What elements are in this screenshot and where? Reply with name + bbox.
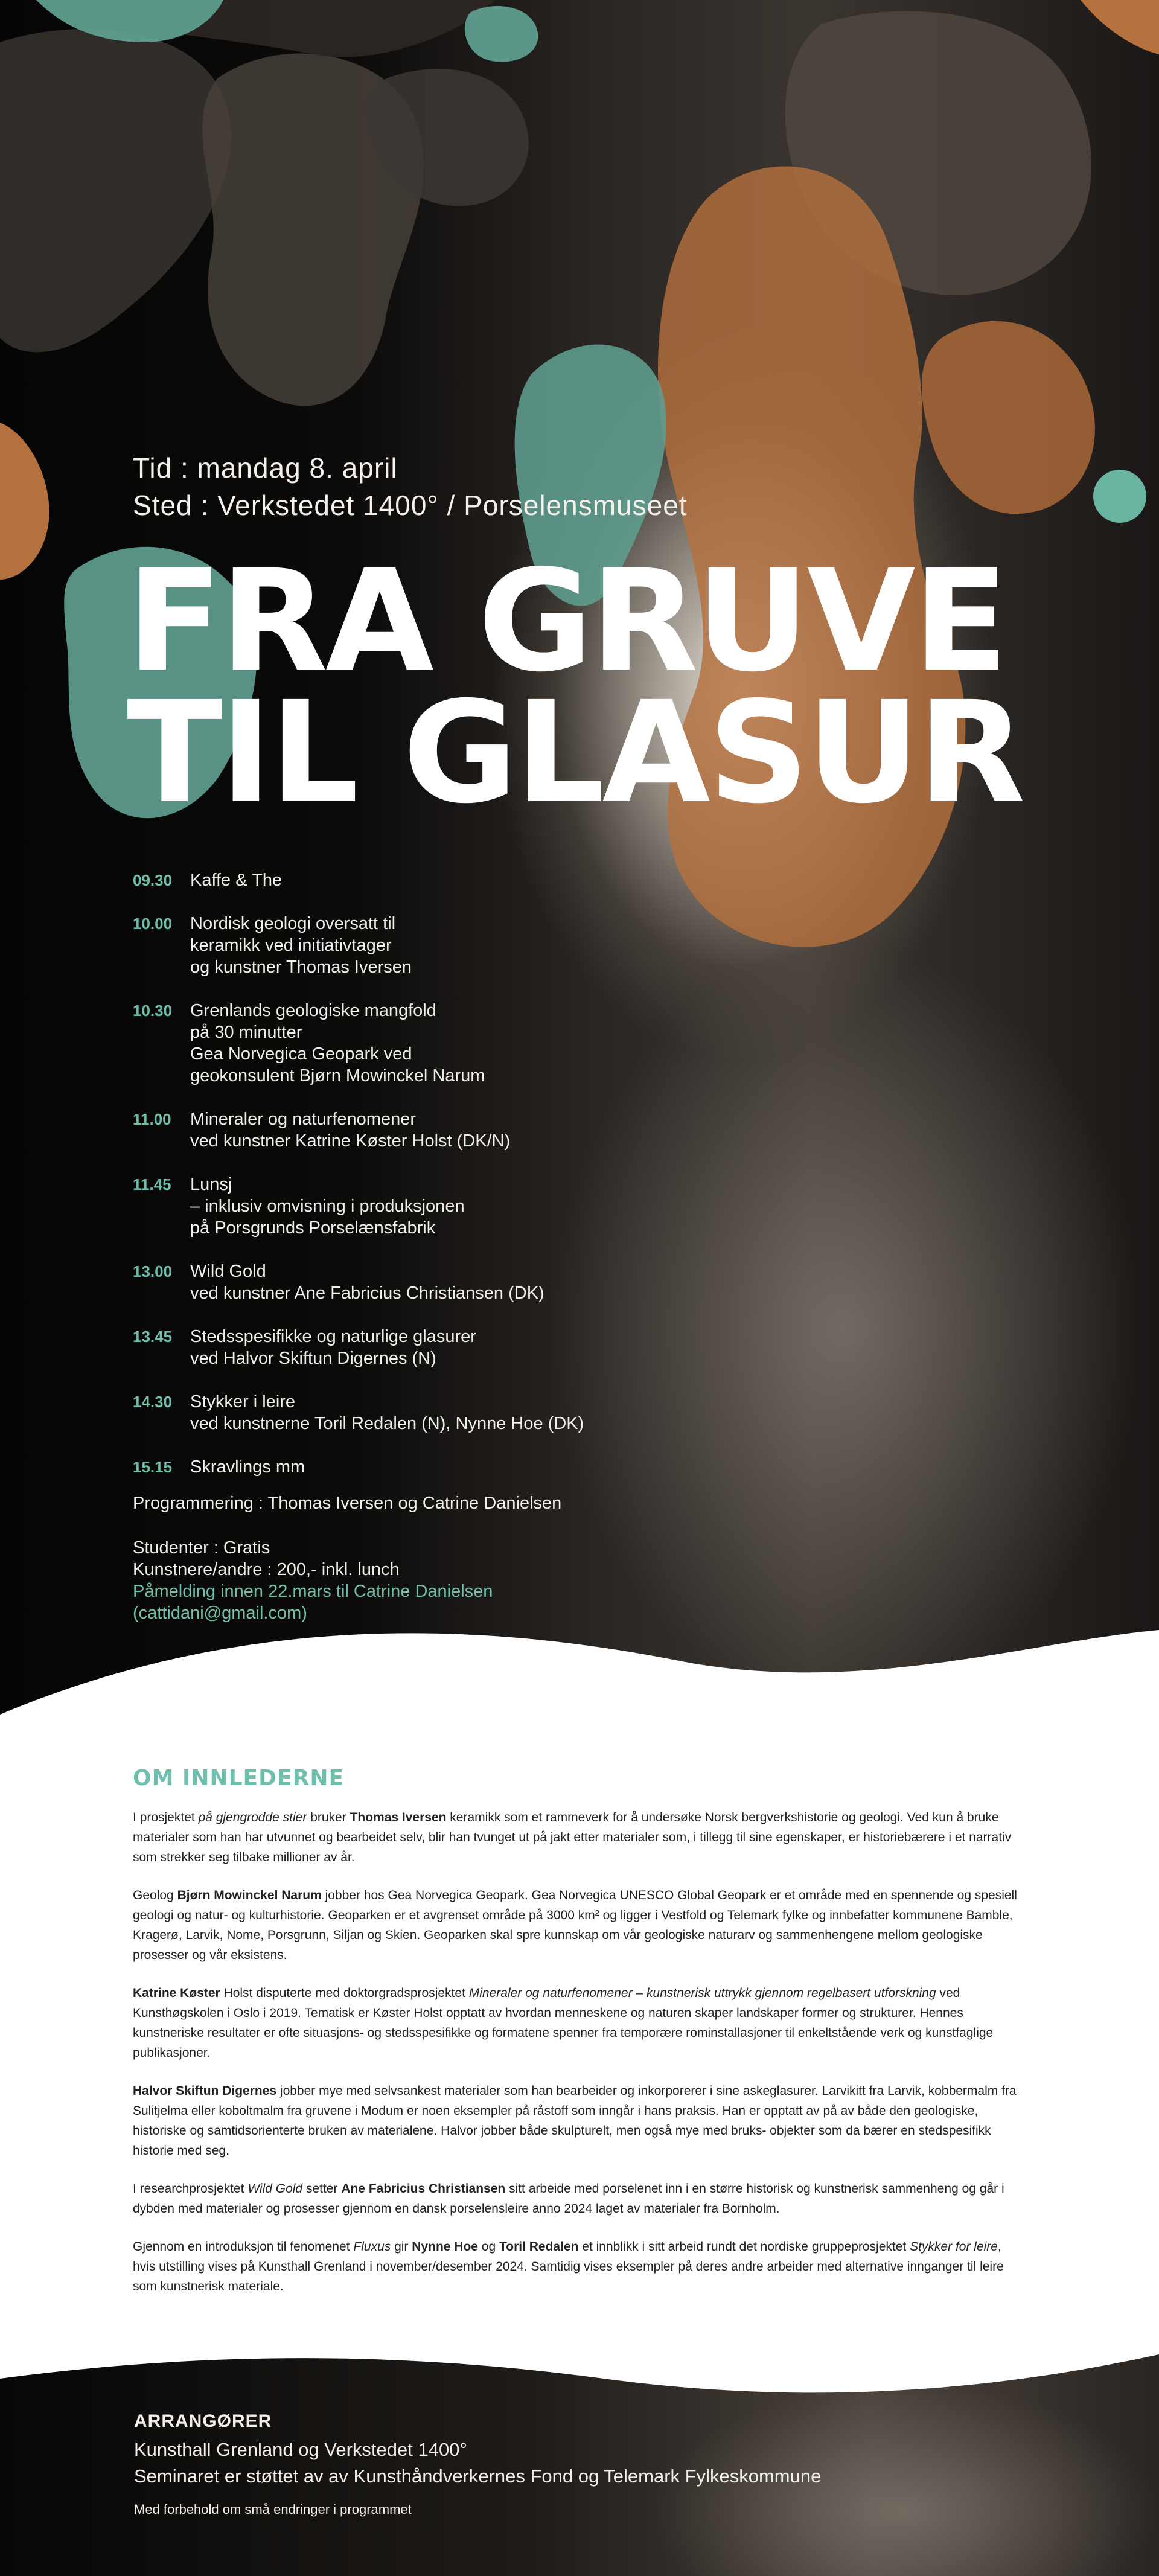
speaker-paragraph-christiansen (133, 2179, 1026, 2219)
speakers-heading: OM INNLEDERNE (133, 1766, 345, 1791)
program-time: 15.15 (133, 1458, 173, 1476)
program-time: 14.30 (133, 1393, 173, 1411)
program-time: 13.00 (133, 1262, 173, 1280)
program-desc: Wild Gold ved kunstner Ane Fabricius Christiansen (DK) (190, 1262, 544, 1303)
text-run: på gjengrodde stier (198, 1811, 307, 1824)
text-run: og (477, 2240, 499, 2254)
program-list (133, 869, 736, 1500)
text-run: Stykker for leire (910, 2240, 998, 2254)
speakers-section (133, 1766, 1026, 2315)
blob-dark-left (0, 29, 231, 352)
text-run: ved Kunsthøgskolen i Oslo i 2019. Tematisk er Køster Holst opptatt av hvordan menneskene og naturen skaper landskaper former og strukturer. Hennes kunstneriske resultater er ofte situasjons- og stedsspesifikke og formatene spenner fra temporære rominstallasjoner til enkeltstående verk og kunstfaglige publikasjoner. (133, 1986, 994, 2060)
wave-divider (0, 1594, 1159, 1727)
text-run: I prosjektet (133, 1811, 199, 1824)
speaker-name: Bjørn Mowinckel Narum (177, 1888, 322, 1902)
program-item (133, 1391, 736, 1434)
signup-text: Påmelding innen 22.mars til Catrine Danielsen (133, 1582, 493, 1601)
program-item (133, 869, 736, 891)
text-run: , hvis utstilling vises på Kunsthall Grenland i november/desember 2024. Samtidig vises eksempler på deres andre arbeider med alternative innganger til leire som kunstnerisk materiale. (133, 2240, 1004, 2293)
speaker-name: Toril Redalen (499, 2240, 579, 2254)
text-run: sitt arbeide med porselenet inn i en større historisk og kunstnerisk sammenheng og går i dybden med materialer og prosesser gjennom en dansk porselensleire anno 2024 laget av materialer fra Bornholm. (133, 2182, 1004, 2216)
speaker-name: Halvor Skiftun Digernes (133, 2084, 277, 2098)
signup-email[interactable]: (cattidani@gmail.com) (133, 1603, 307, 1623)
text-run: Gjennom en introduksjon til fenomenet (133, 2240, 354, 2254)
text-run: keramikk som et rammeverk for å undersøke Norsk bergverkshistorie og geologi. Ved kun å bruke materialer som han har utvunnet og bearbeidet selv, blir han tvunget ut på jakt etter materialer som, i tillegg til sine egenskaper, er historiebærere i et narrativ som strekker seg tilbake millioner av år. (133, 1811, 1012, 1864)
program-item (133, 1174, 736, 1239)
text-run: I researchprosjektet (133, 2182, 248, 2196)
program-desc: Skravlings mm (190, 1457, 305, 1477)
speaker-paragraph-koster (133, 1983, 1026, 2063)
title-line-2: TIL GLASUR (127, 671, 1024, 834)
program-item (133, 1326, 736, 1369)
text-run: Holst disputerte med doktorgradsprosjektet (220, 1986, 469, 2000)
disclaimer-note: Med forbehold om små endringer i programmet (134, 2502, 412, 2517)
text-run: et innblikk i sitt arbeid rundt det nordiske gruppeprosjektet (578, 2240, 910, 2254)
program-item (133, 1000, 736, 1087)
event-place: Sted : Verkstedet 1400° / Porselensmuseet (133, 490, 688, 521)
text-run: Wild Gold (247, 2182, 303, 2196)
footer-wave (0, 2330, 1159, 2415)
program-time: 13.45 (133, 1328, 173, 1346)
program-desc: Nordisk geologi oversatt til keramikk ved initiativtager og kunstner Thomas Iversen (190, 914, 412, 977)
program-time: 10.00 (133, 915, 173, 933)
program-item (133, 1456, 736, 1478)
program-time: 09.30 (133, 871, 173, 889)
program-desc: Grenlands geologiske mangfold på 30 minutter Gea Norvegica Geopark ved geokonsulent Bjørn Mowinckel Narum (190, 1001, 485, 1085)
programming-credit: Programmering : Thomas Iversen og Catrine Danielsen (133, 1494, 562, 1513)
program-desc: Stykker i leire ved kunstnerne Toril Redalen (N), Nynne Hoe (DK) (190, 1392, 584, 1433)
speaker-paragraph-digernes (133, 2081, 1026, 2161)
program-desc: Kaffe & The (190, 871, 283, 890)
title-line-1: FRA GRUVE (127, 540, 1006, 703)
blob-teal-dot (1093, 470, 1146, 523)
program-desc: Lunsj – inklusiv omvisning i produksjonen på Porsgrunds Porselænsfabrik (190, 1175, 465, 1238)
organizers-heading: ARRANGØRER (134, 2411, 272, 2431)
speaker-paragraph-hoe-redalen (133, 2237, 1026, 2296)
program-desc: Mineraler og naturfenomener ved kunstner Katrine Køster Holst (DK/N) (190, 1110, 511, 1151)
speaker-name: Nynne Hoe (412, 2240, 478, 2254)
event-title (127, 540, 1024, 834)
text-run: gir (391, 2240, 412, 2254)
footer-content (134, 2411, 821, 2517)
blob-orange-right (922, 321, 1095, 514)
organizers-line: Kunsthall Grenland og Verkstedet 1400° (134, 2439, 467, 2460)
program-item (133, 1108, 736, 1152)
speaker-name: Katrine Køster (133, 1986, 220, 2000)
speaker-name: Thomas Iversen (350, 1811, 447, 1824)
program-item (133, 913, 736, 978)
price-others: Kunstnere/andre : 200,- inkl. lunch (133, 1560, 400, 1579)
price-students: Studenter : Gratis (133, 1538, 270, 1558)
text-run: jobber hos Gea Norvegica Geopark. Gea Norvegica UNESCO Global Geopark er et område med en spennende og spesiell geologi og natur- og kulturhistorie. Geoparken er et avgrenset område på 3000 km² og ligger i Vestfold og Telemark fylke og innbefatter kommunene Bamble, Kragerø, Larvik, Nome, Porsgrunn, Siljan og Skien. Geoparken skal spre kunnskap om vår geologiske naturarv og sammenhengene mellom geologiske prosesser og vår eksistens. (133, 1888, 1017, 1962)
text-run: bruker (307, 1811, 350, 1824)
speaker-paragraph-narum (133, 1885, 1026, 1965)
speaker-paragraph-iversen (133, 1807, 1026, 1867)
support-line: Seminaret er støttet av av Kunsthåndverkernes Fond og Telemark Fylkeskommune (134, 2466, 822, 2487)
text-run: jobber mye med selvsankest materialer som han bearbeider og inkorporerer i sine askeglasurer. Larvikitt fra Larvik, kobbermalm fra Sulitjelma eller koboltmalm fra gruvene i Modum er noen eksempler på råstoff som inngår i hans praksis. Han er opptatt av på av både den geologiske, historiske og samtidsorienterte bruken av materialene. Halvor jobber både skulpturelt, men også mye med bruks- objekter som da bærer en stedspesifikk historie med seg. (133, 2084, 1017, 2158)
text-run: Mineraler og naturfenomener – kunstnerisk uttrykk gjennom regelbasert utforskning (468, 1986, 936, 2000)
program-desc: Stedsspesifikke og naturlige glasurer ved Halvor Skiftun Digernes (N) (190, 1327, 476, 1368)
blob-orange-topright (1081, 0, 1159, 54)
text-run: Geolog (133, 1888, 177, 1902)
event-time: Tid : mandag 8. april (133, 452, 398, 484)
speaker-name: Ane Fabricius Christiansen (341, 2182, 506, 2196)
blob-orange-edge-left (0, 423, 49, 580)
program-item (133, 1261, 736, 1304)
program-time: 11.45 (133, 1175, 171, 1194)
program-time: 11.00 (133, 1110, 171, 1128)
blob-teal-small (465, 6, 538, 62)
text-run: Fluxus (353, 2240, 391, 2254)
text-run: setter (302, 2182, 342, 2196)
program-time: 10.30 (133, 1002, 173, 1020)
footer (0, 2330, 1159, 2576)
